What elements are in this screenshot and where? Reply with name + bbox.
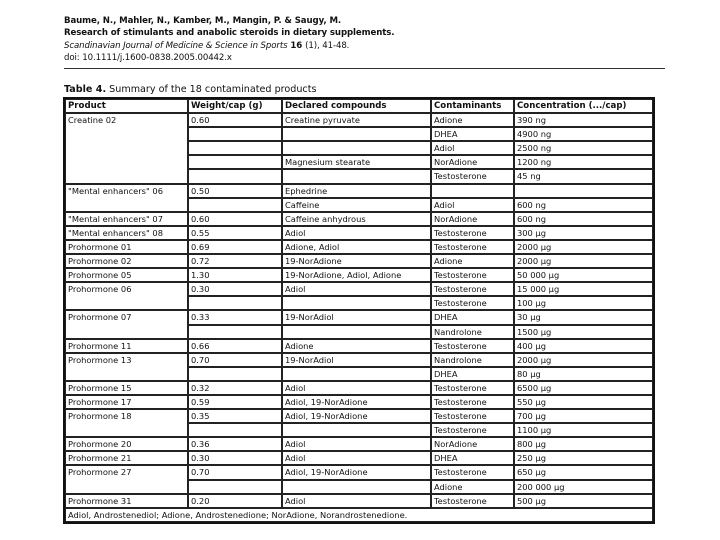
weight-cell [188, 367, 282, 381]
declared-cell [282, 480, 431, 494]
contaminant-cell: Adione [431, 113, 514, 127]
concentration-cell: 550 µg [514, 395, 653, 409]
product-cell: Prohormone 11 [65, 339, 188, 353]
declared-cell: Adiol [282, 226, 431, 240]
declared-cell: 19-NorAdione [282, 254, 431, 268]
concentration-cell: 2000 µg [514, 240, 653, 254]
table-label: Table 4. [64, 84, 107, 95]
table-row [65, 240, 653, 254]
citation-journal: Scandinavian Journal of Medicine & Science in Sports [64, 40, 288, 51]
product-cell: "Mental enhancers" 08 [65, 226, 188, 240]
concentration-cell: 1200 ng [514, 155, 653, 169]
product-cell: Prohormone 21 [65, 451, 188, 465]
declared-cell: Ephedrine [282, 184, 431, 198]
weight-cell [188, 423, 282, 437]
declared-cell [282, 296, 431, 310]
table-row [65, 268, 653, 282]
concentration-cell: 1100 µg [514, 423, 653, 437]
table-footnote: Adiol, Androstenediol; Adione, Androstenedione; NorAdione, Norandrostenedione. [65, 508, 653, 522]
concentration-cell: 2000 µg [514, 353, 653, 367]
product-cell: Prohormone 18 [65, 409, 188, 437]
concentration-cell: 6500 µg [514, 381, 653, 395]
table-row [65, 353, 653, 367]
product-cell: Prohormone 27 [65, 465, 188, 493]
contaminant-cell: Testosterone [431, 339, 514, 353]
contaminant-cell: Testosterone [431, 395, 514, 409]
product-cell: Prohormone 17 [65, 395, 188, 409]
declared-cell: 19-NorAdione, Adiol, Adione [282, 268, 431, 282]
contaminant-cell: Nandrolone [431, 353, 514, 367]
contaminant-cell: Testosterone [431, 169, 514, 183]
table-row [65, 381, 653, 395]
declared-cell: Adiol [282, 451, 431, 465]
concentration-cell: 2000 µg [514, 254, 653, 268]
product-cell: Creatine 02 [65, 113, 188, 183]
contaminated-products-table [63, 97, 655, 524]
contaminant-cell: Testosterone [431, 268, 514, 282]
concentration-cell: 400 µg [514, 339, 653, 353]
weight-cell [188, 155, 282, 169]
product-cell: Prohormone 06 [65, 282, 188, 310]
declared-cell: Adiol [282, 437, 431, 451]
product-cell: Prohormone 31 [65, 494, 188, 508]
declared-cell: Caffeine anhydrous [282, 212, 431, 226]
table-row [65, 395, 653, 409]
weight-cell: 0.59 [188, 395, 282, 409]
weight-cell: 0.30 [188, 451, 282, 465]
concentration-cell: 50 000 µg [514, 268, 653, 282]
weight-cell: 0.70 [188, 353, 282, 367]
weight-cell: 0.50 [188, 184, 282, 198]
concentration-cell: 200 000 µg [514, 480, 653, 494]
declared-cell: Adiol [282, 282, 431, 296]
concentration-cell: 500 µg [514, 494, 653, 508]
product-cell: Prohormone 01 [65, 240, 188, 254]
weight-cell: 1.30 [188, 268, 282, 282]
declared-cell: Adione, Adiol [282, 240, 431, 254]
weight-cell [188, 169, 282, 183]
table-row [65, 494, 653, 508]
contaminant-cell: NorAdione [431, 155, 514, 169]
table-row [65, 254, 653, 268]
table-caption [64, 84, 316, 95]
table-row [65, 409, 653, 423]
contaminant-cell: Testosterone [431, 409, 514, 423]
concentration-cell: 600 ng [514, 198, 653, 212]
table-body [65, 113, 653, 508]
product-cell: "Mental enhancers" 06 [65, 184, 188, 212]
contaminant-cell: DHEA [431, 451, 514, 465]
contaminant-cell: Testosterone [431, 282, 514, 296]
weight-cell: 0.33 [188, 310, 282, 324]
citation-journal-line [64, 40, 394, 52]
contaminant-cell: Adione [431, 254, 514, 268]
contaminant-cell: Testosterone [431, 296, 514, 310]
header-contaminants: Contaminants [431, 99, 514, 113]
header-product: Product [65, 99, 188, 113]
contaminant-cell: Adiol [431, 141, 514, 155]
contaminant-cell: Testosterone [431, 423, 514, 437]
divider [64, 68, 665, 69]
contaminant-cell: DHEA [431, 127, 514, 141]
declared-cell [282, 127, 431, 141]
table-row [65, 465, 653, 479]
declared-cell [282, 367, 431, 381]
table-row [65, 184, 653, 198]
concentration-cell: 100 µg [514, 296, 653, 310]
product-cell: Prohormone 15 [65, 381, 188, 395]
declared-cell [282, 423, 431, 437]
concentration-cell: 300 µg [514, 226, 653, 240]
concentration-cell: 2500 ng [514, 141, 653, 155]
table-row [65, 113, 653, 127]
contaminant-cell: NorAdione [431, 212, 514, 226]
weight-cell: 0.36 [188, 437, 282, 451]
concentration-cell: 250 µg [514, 451, 653, 465]
weight-cell: 0.55 [188, 226, 282, 240]
citation [64, 15, 394, 64]
weight-cell: 0.35 [188, 409, 282, 423]
concentration-cell: 1500 µg [514, 325, 653, 339]
declared-cell: Adiol, 19-NorAdione [282, 465, 431, 479]
citation-title: Research of stimulants and anabolic steroids in dietary supplements. [64, 28, 395, 39]
declared-cell: Adiol [282, 381, 431, 395]
header-declared: Declared compounds [282, 99, 431, 113]
concentration-cell: 15 000 µg [514, 282, 653, 296]
citation-authors: Baume, N., Mahler, N., Kamber, M., Mangin, P. & Saugy, M. [64, 16, 342, 26]
concentration-cell: 600 ng [514, 212, 653, 226]
citation-doi: doi: 10.1111/j.1600-0838.2005.00442.x [64, 52, 232, 63]
table-footnote-row [65, 508, 653, 522]
concentration-cell: 800 µg [514, 437, 653, 451]
table-header-row [65, 99, 653, 113]
product-cell: Prohormone 13 [65, 353, 188, 381]
weight-cell [188, 480, 282, 494]
weight-cell [188, 141, 282, 155]
product-cell: "Mental enhancers" 07 [65, 212, 188, 226]
concentration-cell: 700 µg [514, 409, 653, 423]
contaminant-cell: Testosterone [431, 465, 514, 479]
contaminant-cell: Nandrolone [431, 325, 514, 339]
contaminant-cell: Testosterone [431, 240, 514, 254]
header-weight: Weight/cap (g) [188, 99, 282, 113]
citation-issue-pages: (1), 41-48. [305, 40, 350, 51]
declared-cell: Adiol, 19-NorAdione [282, 409, 431, 423]
table-caption-text: Summary of the 18 contaminated products [109, 84, 317, 95]
declared-cell: 19-NorAdiol [282, 353, 431, 367]
declared-cell: Creatine pyruvate [282, 113, 431, 127]
weight-cell: 0.66 [188, 339, 282, 353]
contaminant-cell: Testosterone [431, 226, 514, 240]
contaminant-cell: Testosterone [431, 494, 514, 508]
declared-cell: Magnesium stearate [282, 155, 431, 169]
declared-cell [282, 141, 431, 155]
product-cell: Prohormone 02 [65, 254, 188, 268]
concentration-cell: 650 µg [514, 465, 653, 479]
contaminant-cell: NorAdione [431, 437, 514, 451]
weight-cell [188, 127, 282, 141]
concentration-cell: 45 ng [514, 169, 653, 183]
declared-cell [282, 169, 431, 183]
declared-cell: Caffeine [282, 198, 431, 212]
weight-cell: 0.60 [188, 113, 282, 127]
declared-cell: Adiol [282, 494, 431, 508]
contaminant-cell: DHEA [431, 367, 514, 381]
contaminant-cell: Adione [431, 480, 514, 494]
concentration-cell: 390 ng [514, 113, 653, 127]
weight-cell: 0.72 [188, 254, 282, 268]
weight-cell: 0.60 [188, 212, 282, 226]
table-row [65, 437, 653, 451]
table-row [65, 451, 653, 465]
product-cell: Prohormone 07 [65, 310, 188, 338]
concentration-cell: 30 µg [514, 310, 653, 324]
declared-cell: Adiol, 19-NorAdione [282, 395, 431, 409]
declared-cell [282, 325, 431, 339]
concentration-cell [514, 184, 653, 198]
table-row [65, 226, 653, 240]
product-cell: Prohormone 05 [65, 268, 188, 282]
contaminant-cell [431, 184, 514, 198]
weight-cell [188, 296, 282, 310]
declared-cell: 19-NorAdiol [282, 310, 431, 324]
contaminant-cell: Testosterone [431, 381, 514, 395]
weight-cell [188, 198, 282, 212]
table-row [65, 282, 653, 296]
table-row [65, 310, 653, 324]
table-row [65, 212, 653, 226]
weight-cell: 0.32 [188, 381, 282, 395]
citation-volume: 16 [290, 40, 303, 51]
concentration-cell: 80 µg [514, 367, 653, 381]
table-row [65, 339, 653, 353]
declared-cell: Adione [282, 339, 431, 353]
concentration-cell: 4900 ng [514, 127, 653, 141]
weight-cell: 0.69 [188, 240, 282, 254]
weight-cell: 0.70 [188, 465, 282, 479]
weight-cell: 0.30 [188, 282, 282, 296]
contaminant-cell: DHEA [431, 310, 514, 324]
header-concentration: Concentration (.../cap) [514, 99, 653, 113]
contaminant-cell: Adiol [431, 198, 514, 212]
product-cell: Prohormone 20 [65, 437, 188, 451]
weight-cell: 0.20 [188, 494, 282, 508]
weight-cell [188, 325, 282, 339]
